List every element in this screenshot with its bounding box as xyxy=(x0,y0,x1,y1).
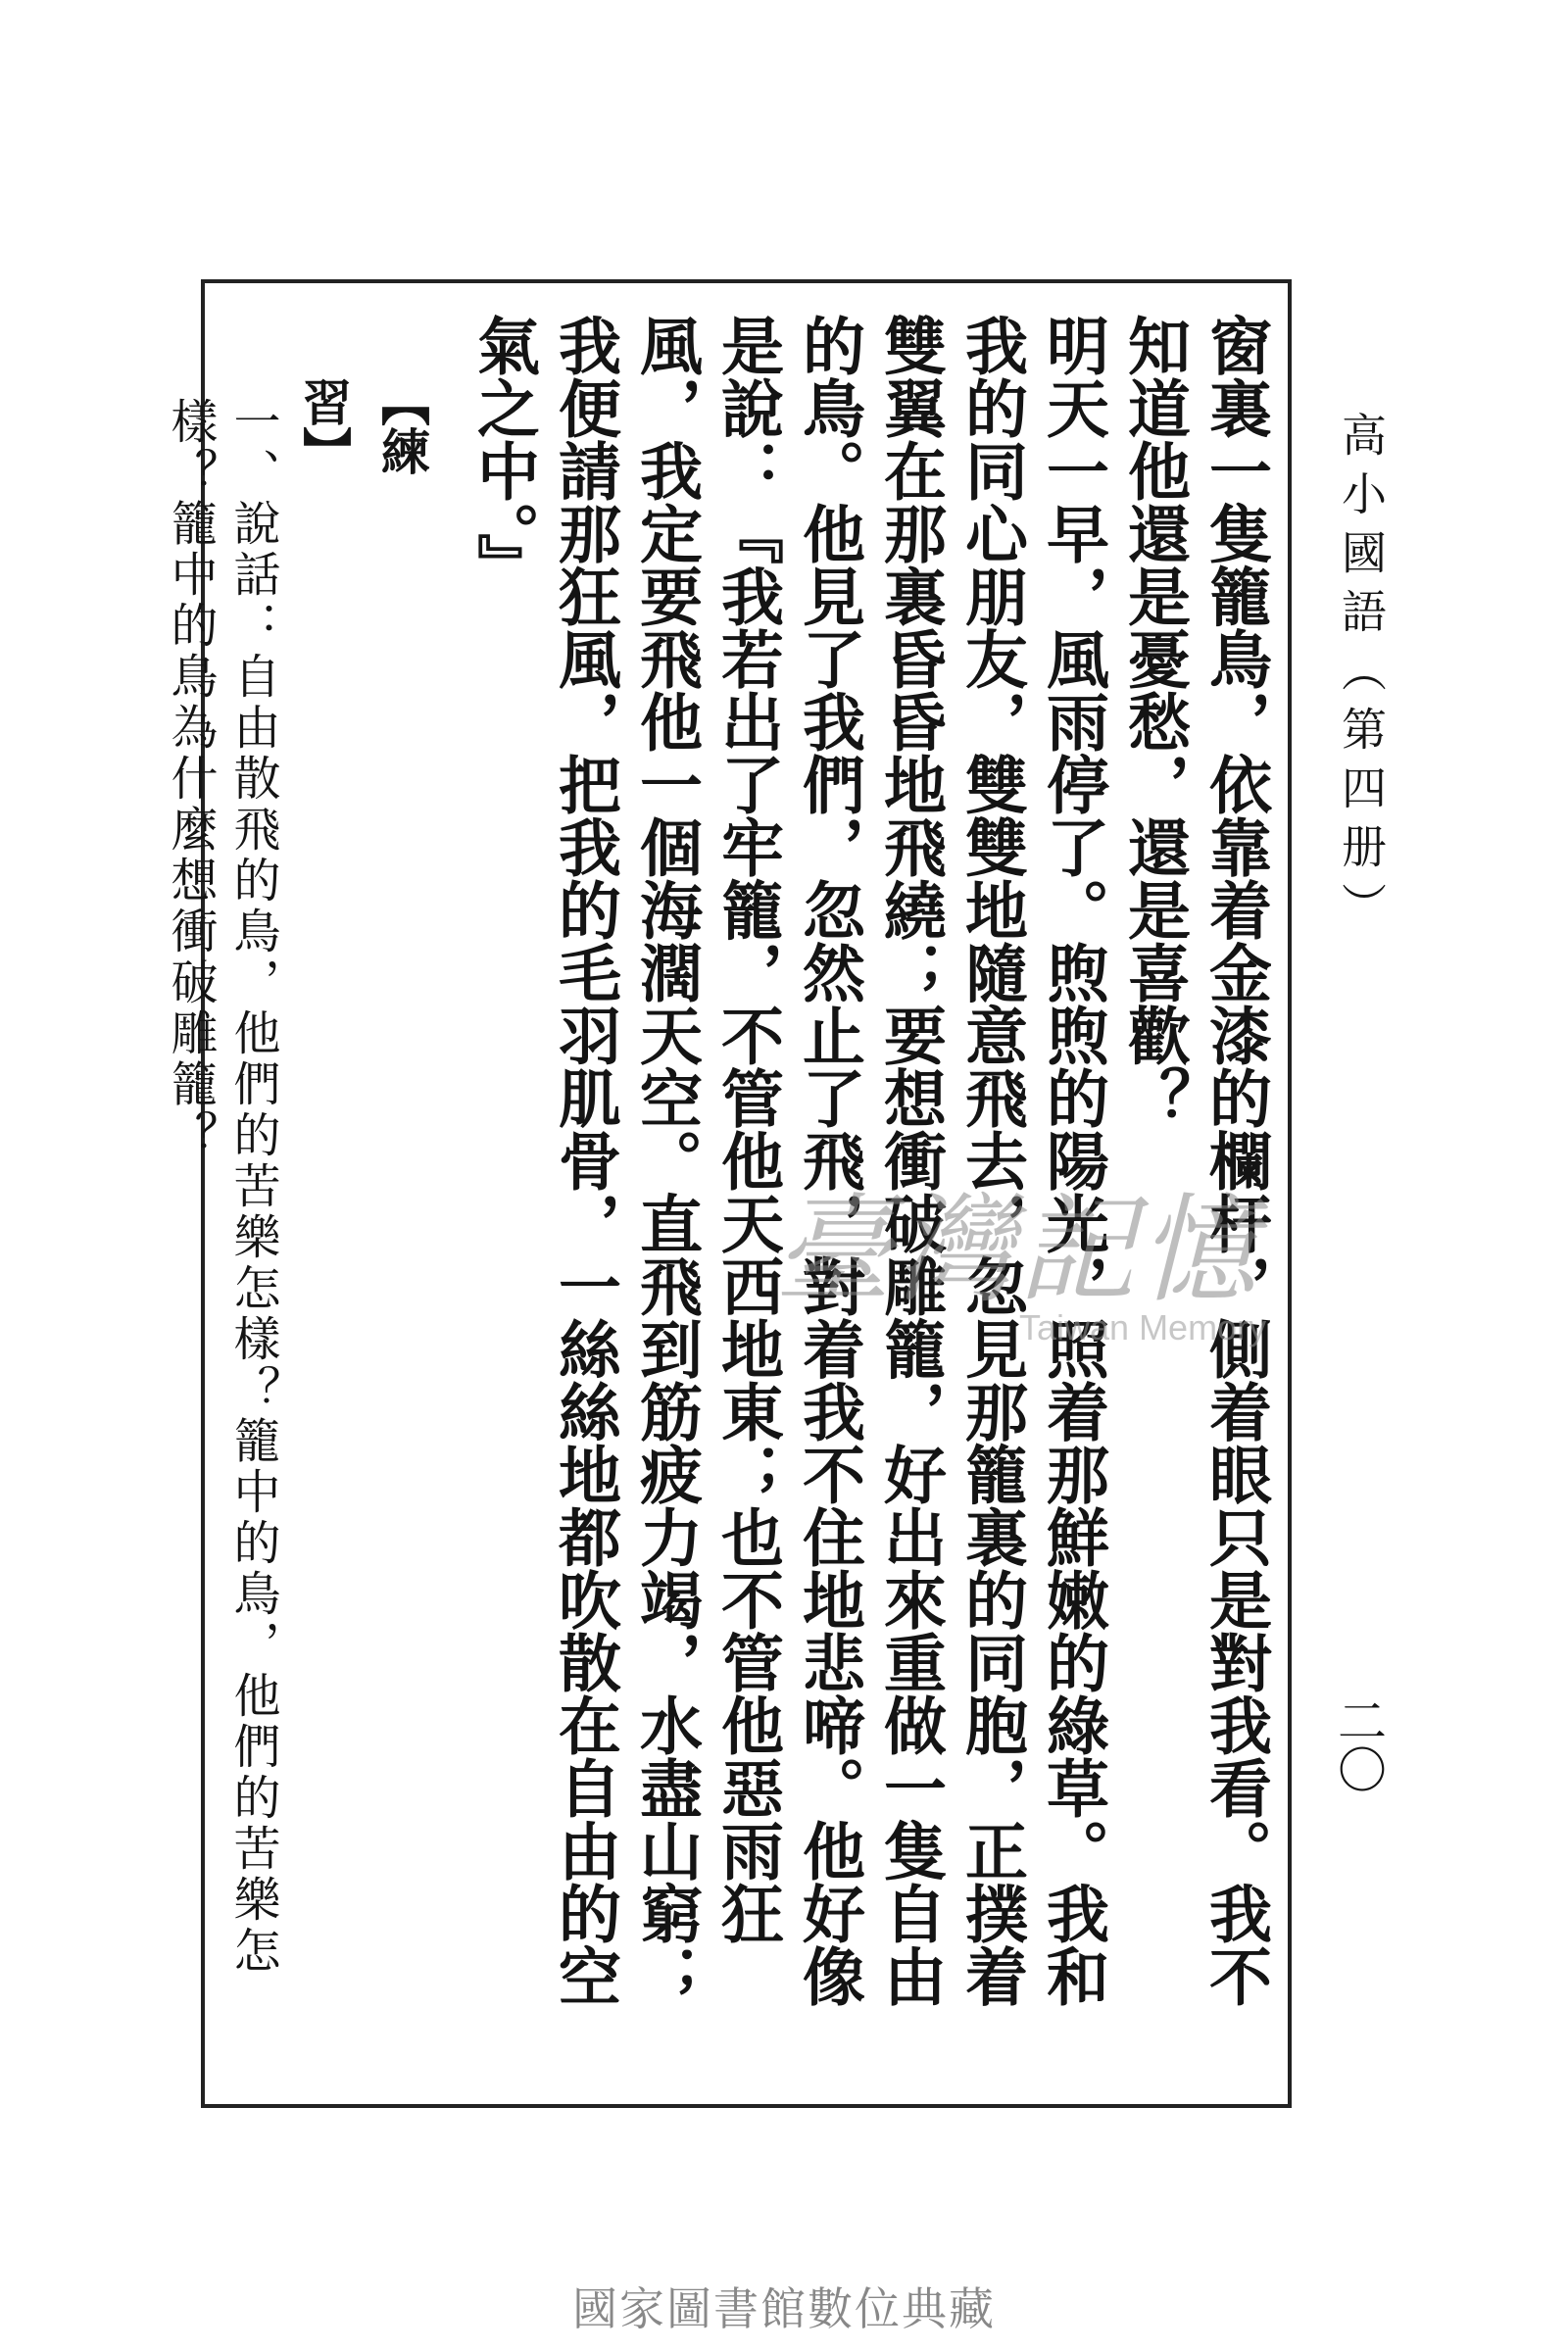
watermark xyxy=(774,1156,1323,1348)
exercise-heading: 【練 習】 xyxy=(295,377,431,524)
footer-source: 國家圖書館數位典藏 xyxy=(572,2282,996,2335)
exercise-section xyxy=(163,377,441,2043)
running-header: 高小國語（第四册） xyxy=(1335,412,1388,941)
paragraph-1: 窗裏一隻籠鳥，依靠着金漆的欄杆，側着眼只是對我看。我不知道他還是憂愁，還是喜歡？ xyxy=(1117,314,1272,2007)
page-number: 二〇 xyxy=(1330,1695,1387,1793)
exercise-question: 一、說話：自由散飛的鳥，他們的苦樂怎樣？籠中的鳥，他們的苦樂怎樣？籠中的鳥為什麼想衝破雕籠？ xyxy=(163,397,280,1977)
paragraph-2: 明天一早，風雨停了。煦煦的陽光，照着那鮮嫩的綠草。我和我的同心朋友，雙雙地隨意飛去，忽見那籠裏的同胞，正撲着雙翼在那裏昏昏地飛繞；要想衝破雕籠，好出來重做一隻自由的鳥。他見了我們，忽然止了飛，對着我不住地悲啼。他好像是說：『我若出了牢籠，不管他天西地東；也不管他惡雨狂風，我定要飛他一個海濶天空。直飛到筋疲力竭，水盡山窮；我便請那狂風，把我的毛羽肌骨，一絲絲地都吹散在自由的空氣之中。』 xyxy=(466,314,1109,2007)
watermark-chinese: 臺灣記憶 xyxy=(774,1183,1260,1319)
watermark-english: Taiwan Memory xyxy=(1019,1307,1267,1348)
